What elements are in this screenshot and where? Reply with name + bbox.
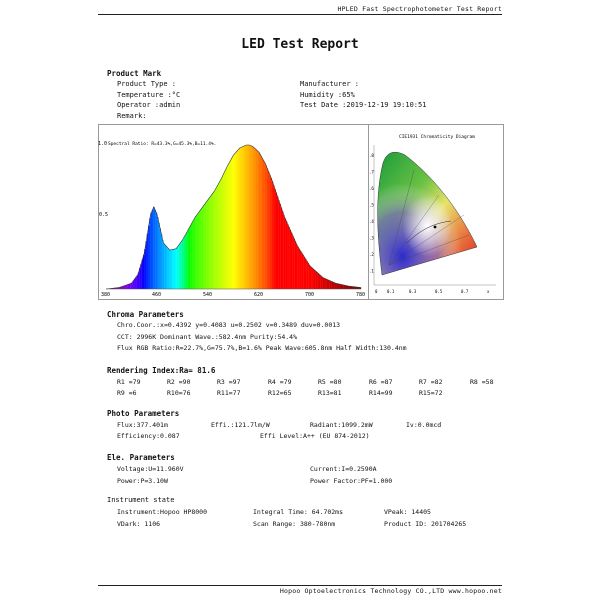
- spectrum-bar: [347, 286, 348, 289]
- spectrum-bar: [328, 280, 329, 289]
- report-title: LED Test Report: [241, 37, 359, 52]
- spectrum-bar: [272, 181, 273, 289]
- spectrum-bar: [242, 146, 243, 289]
- spectrum-bar: [285, 218, 286, 289]
- spectrum-bar: [133, 281, 134, 289]
- spectrum-bar: [281, 208, 282, 289]
- spectrum-bar: [129, 284, 130, 289]
- cie-x-tick-label: 0.1: [387, 289, 395, 294]
- spectrum-bar: [213, 192, 214, 289]
- spectrum-bar: [190, 225, 191, 289]
- photo-heading: Photo Parameters: [107, 409, 180, 418]
- spectrum-bar: [236, 151, 237, 289]
- instrument-product-id: Product ID: 201704265: [384, 520, 467, 528]
- spectrum-bar: [219, 181, 220, 289]
- spectrum-bar: [225, 170, 226, 289]
- spectrum-bar: [241, 147, 242, 289]
- cie-x-tick-label: 0.3: [409, 289, 417, 294]
- spectrum-bar: [268, 172, 269, 289]
- photo-effi: Effi.:121.7lm/W: [211, 421, 270, 429]
- spectrum-bar: [200, 209, 201, 289]
- cie-y-tick-label: .5: [369, 202, 374, 208]
- spectrum-bar: [258, 152, 259, 289]
- instrument-heading: Instrument state: [107, 496, 175, 504]
- footer-text: Hopoo Optoelectronics Technology CO.,LTD www.hopoo.net: [279, 587, 502, 595]
- spectrum-bar: [151, 213, 152, 289]
- spectrum-bar: [222, 176, 223, 289]
- photo-iv: Iv:0.0mcd: [406, 421, 442, 429]
- spectrum-bar: [237, 150, 238, 289]
- rendering-index-value: R14=99: [369, 389, 393, 397]
- spectrum-bar: [218, 183, 219, 289]
- rendering-index-value: R3 =97: [217, 378, 241, 386]
- spectrum-bar: [287, 224, 288, 289]
- chroma-line-1: Chro.Coor.:x=0.4392 y=0.4083 u=0.2502 v=0.3489 duv=0.0013: [117, 321, 341, 329]
- spectrum-bar: [310, 267, 311, 289]
- spectrum-bar: [153, 207, 154, 289]
- spectrum-bar: [138, 272, 139, 289]
- spectrum-bar: [181, 241, 182, 289]
- spectrum-bar: [157, 217, 158, 289]
- spectrum-bar: [351, 286, 352, 289]
- spectrum-bar: [130, 283, 131, 289]
- spectrum-bar: [346, 286, 347, 289]
- measured-point-marker: [434, 226, 437, 229]
- spectrum-bar: [168, 249, 169, 289]
- spectrum-bar: [126, 285, 127, 289]
- spectrum-y-tick-05: 0.5: [99, 212, 109, 218]
- cie-y-tick-label: .7: [369, 169, 374, 175]
- spectrum-bar: [293, 239, 294, 289]
- spectrum-bar: [160, 229, 161, 289]
- electric-power-factor: Power Factor:PF=1.000: [310, 477, 393, 485]
- spectrum-bar: [226, 168, 227, 289]
- spectrum-bar: [307, 263, 308, 289]
- remark: Remark:: [117, 112, 147, 120]
- spectrum-bar: [267, 168, 268, 289]
- spectrum-bar: [154, 210, 155, 289]
- spectrum-bar: [207, 201, 208, 289]
- spectrum-bar: [184, 237, 185, 289]
- spectrum-bar: [217, 185, 218, 289]
- spectrum-bar: [324, 278, 325, 289]
- spectrum-bar: [320, 276, 321, 289]
- spectrum-bar: [175, 249, 176, 289]
- spectrum-bar: [124, 286, 125, 289]
- spectrum-bar: [246, 145, 247, 289]
- spectrum-bars: [106, 145, 361, 289]
- spectrum-bar: [161, 234, 162, 289]
- spectrum-bar: [232, 156, 233, 289]
- spectrum-bar: [147, 234, 148, 289]
- spectrum-bar: [245, 145, 246, 289]
- cie-y-tick-label: .3: [369, 235, 374, 241]
- spectral-ratio-label: Spectral Ratio: R=43.3%,G=45.3%,B=11.4%.: [108, 142, 217, 147]
- spectrum-bar: [300, 251, 301, 289]
- spectrum-bar: [148, 226, 149, 289]
- spectrum-bar: [144, 249, 145, 289]
- rendering-index-value: R1 =79: [117, 378, 141, 386]
- spectrum-x-ticks: [101, 292, 365, 298]
- spectrum-bar: [259, 153, 260, 289]
- spectrum-bar: [251, 146, 252, 289]
- rendering-index-value: R9 =6: [117, 389, 137, 397]
- spectrum-bar: [302, 255, 303, 289]
- spectrum-bar: [134, 279, 135, 289]
- spectrum-bar: [212, 194, 213, 289]
- spectrum-bar: [313, 269, 314, 289]
- spectrum-bar: [315, 271, 316, 289]
- operator: Operator :admin: [117, 101, 181, 109]
- spectrum-bar: [327, 279, 328, 289]
- spectrum-bar: [191, 223, 192, 289]
- humidity: Humidity :65%: [300, 91, 355, 99]
- spectrum-bar: [140, 264, 141, 289]
- rendering-index-value: R15=72: [419, 389, 443, 397]
- cie-y-ticks: [369, 153, 374, 274]
- spectrum-bar: [318, 273, 319, 289]
- product-mark-heading: Product Mark: [107, 69, 162, 78]
- spectrum-bar: [162, 240, 163, 289]
- spectrum-bar: [305, 259, 306, 289]
- spectrum-bar: [135, 277, 136, 289]
- spectrum-bar: [278, 200, 279, 289]
- cie-x-tick-label: 0.5: [435, 289, 443, 294]
- spectrum-bar: [336, 283, 337, 289]
- spectrum-bar: [176, 248, 177, 289]
- spectrum-bar: [183, 239, 184, 289]
- spectrum-bar: [199, 211, 200, 289]
- spectrum-bar: [254, 148, 255, 289]
- spectrum-bar: [142, 259, 143, 289]
- spectrum-bar: [283, 215, 284, 289]
- spectrum-x-tick-label: 540: [203, 292, 213, 298]
- cie-x-tick-label: 0.7: [461, 289, 469, 294]
- rendering-index-value: R7 =82: [419, 378, 443, 386]
- spectrum-bar: [156, 213, 157, 289]
- spectrum-bar: [274, 189, 275, 289]
- spectrum-bar: [203, 206, 204, 289]
- chroma-line-3: Flux RGB Ratio:R=22.7%,G=75.7%,B=1.6% Peak Wave:605.8nm Half Width:130.4nm: [117, 344, 407, 352]
- cie-y-tick-label: .8: [369, 153, 374, 158]
- spectrum-bar: [228, 163, 229, 289]
- spectrum-bar: [309, 265, 310, 289]
- spectrum-bar: [165, 245, 166, 289]
- spectrum-bar: [316, 272, 317, 289]
- spectrum-bar: [186, 232, 187, 289]
- spectrum-bar: [146, 241, 147, 289]
- cie-y-tick-label: .2: [369, 252, 374, 257]
- footer-divider: [98, 585, 502, 586]
- spectrum-bar: [179, 244, 180, 289]
- spectrum-bar: [170, 250, 171, 289]
- spectrum-bar: [290, 230, 291, 289]
- spectrum-bar: [240, 148, 241, 289]
- cie-y-tick-label: .6: [369, 186, 374, 191]
- spectrum-bar: [277, 196, 278, 289]
- electric-heading: Ele. Parameters: [107, 453, 175, 462]
- spectrum-bar: [256, 150, 257, 289]
- spectrum-bar: [333, 282, 334, 289]
- spectrum-bar: [239, 149, 240, 289]
- rendering-index-value: R8 =58: [470, 378, 494, 386]
- cie-x-tick-label: 0: [375, 289, 378, 294]
- spectrum-bar: [350, 286, 351, 289]
- spectrum-bar: [330, 281, 331, 289]
- spectrum-bar: [341, 285, 342, 289]
- spectrum-bar: [231, 159, 232, 289]
- spectrum-bar: [205, 202, 206, 289]
- spectrum-bar: [276, 193, 277, 289]
- spectrum-bar: [167, 248, 168, 289]
- photo-efficiency: Efficiency:0.087: [117, 432, 180, 440]
- spectrum-bar: [264, 163, 265, 289]
- spectrum-bar: [253, 147, 254, 289]
- rendering-index-value: R2 =90: [167, 378, 191, 386]
- spectrum-y-tick-1: 1.0: [98, 141, 108, 147]
- spectrum-bar: [329, 281, 330, 289]
- temperature: Temperature :°C: [117, 91, 181, 99]
- spectrum-bar: [343, 285, 344, 289]
- rendering-index-value: R6 =87: [369, 378, 393, 386]
- spectrum-bar: [139, 268, 140, 289]
- spectrum-bar: [262, 158, 263, 289]
- spectrum-x-tick-label: 700: [305, 292, 315, 298]
- spectrum-bar: [299, 249, 300, 289]
- spectrum-bar: [263, 160, 264, 289]
- spectrum-bar: [158, 223, 159, 289]
- spectrum-bar: [338, 284, 339, 289]
- spectrum-bar: [282, 211, 283, 289]
- rendering-index-value: R13=81: [318, 389, 342, 397]
- spectrum-bar: [195, 216, 196, 289]
- rendering-index-value: R4 =79: [268, 378, 292, 386]
- spectrum-bar: [143, 255, 144, 289]
- instrument-vpeak: VPeak: 14405: [384, 508, 431, 516]
- spectrum-bar: [249, 145, 250, 289]
- photo-flux: Flux:377.401m: [117, 421, 168, 429]
- spectrum-bar: [323, 278, 324, 289]
- rendering-index-value: R10=76: [167, 389, 191, 397]
- spectrum-bar: [342, 285, 343, 289]
- spectrum-bar: [279, 204, 280, 289]
- spectrum-bar: [325, 279, 326, 289]
- spectrum-bar: [230, 161, 231, 289]
- spectrum-bar: [227, 165, 228, 289]
- spectrum-bar: [314, 270, 315, 289]
- spectrum-bar: [211, 195, 212, 289]
- electric-power: Power:P=3.10W: [117, 477, 168, 485]
- spectrum-bar: [235, 153, 236, 289]
- spectrum-bar: [137, 275, 138, 289]
- spectrum-bar: [332, 282, 333, 289]
- spectrum-bar: [291, 233, 292, 289]
- spectrum-bar: [319, 275, 320, 289]
- chroma-line-2: CCT: 2996K Dominant Wave.:582.4nm Purity:54.4%: [117, 333, 298, 341]
- product-type: Product Type :: [117, 80, 177, 88]
- spectrum-bar: [221, 178, 222, 289]
- spectrum-bar: [321, 277, 322, 289]
- spectrum-x-tick-label: 380: [101, 292, 111, 298]
- spectrum-bar: [344, 285, 345, 289]
- instrument-vdark: VDark: 1106: [117, 520, 161, 528]
- spectrum-bar: [348, 286, 349, 289]
- spectrum-bar: [197, 214, 198, 289]
- spectrum-bar: [198, 213, 199, 289]
- cie-x-ticks: [375, 289, 490, 294]
- spectrum-bar: [188, 230, 189, 289]
- spectrum-bar: [193, 220, 194, 289]
- spectrum-bar: [286, 221, 287, 289]
- spectrum-bar: [223, 173, 224, 289]
- spectrum-bar: [208, 199, 209, 289]
- spectrum-x-tick-label: 780: [356, 292, 366, 298]
- spectrum-bar: [296, 244, 297, 289]
- spectrum-bar: [337, 284, 338, 289]
- test-date: Test Date :2019-12-19 19:10:51: [300, 101, 427, 109]
- rendering-index-value: R12=65: [268, 389, 292, 397]
- spectrum-bar: [166, 247, 167, 289]
- chroma-heading: Chroma Parameters: [107, 310, 184, 319]
- rendering-index-value: R11=77: [217, 389, 241, 397]
- spectrum-bar: [234, 154, 235, 289]
- instrument-integral-time: Integral Time: 64.702ms: [253, 508, 344, 516]
- electric-voltage: Voltage:U=11.960V: [117, 465, 184, 473]
- spectrum-bar: [260, 156, 261, 289]
- spectrum-bar: [202, 207, 203, 289]
- electric-current: Current:I=0.2590A: [310, 465, 377, 473]
- spectrum-bar: [269, 175, 270, 289]
- spectrum-bar: [255, 149, 256, 289]
- spectrum-bar: [177, 246, 178, 289]
- spectrum-bar: [304, 257, 305, 289]
- spectrum-bar: [244, 146, 245, 289]
- spectrum-x-tick-label: 460: [152, 292, 162, 298]
- spectrum-x-tick-label: 620: [254, 292, 264, 298]
- spectrum-bar: [334, 283, 335, 289]
- cie-y-tick-label: .4: [369, 219, 374, 224]
- spectrum-bar: [295, 241, 296, 289]
- spectrum-bar: [292, 236, 293, 289]
- spectrum-chart: [99, 125, 367, 298]
- spectrum-bar: [171, 250, 172, 289]
- spectrum-bar: [189, 227, 190, 289]
- spectrum-bar: [149, 218, 150, 289]
- cie-x-tick-label: x: [487, 289, 490, 294]
- spectrum-bar: [209, 197, 210, 289]
- spectrum-bar: [339, 284, 340, 289]
- spectrum-bar: [185, 234, 186, 289]
- spectrum-bar: [273, 185, 274, 289]
- report-header-title: HPLED Fast Spectrophotometer Test Report: [337, 5, 502, 13]
- header-divider: [98, 14, 502, 15]
- spectrum-bar: [180, 243, 181, 289]
- instrument-name: Instrument:Hopoo HP8000: [117, 508, 208, 516]
- manufacturer: Manufacturer :: [300, 80, 360, 88]
- spectrum-bar: [194, 218, 195, 289]
- rendering-index-value: R5 =80: [318, 378, 342, 386]
- spectrum-bar: [204, 204, 205, 289]
- spectrum-bar: [250, 146, 251, 289]
- spectrum-bar: [128, 284, 129, 289]
- spectrum-bar: [174, 249, 175, 289]
- spectrum-bar: [216, 188, 217, 289]
- rendering-heading: Rendering Index:Ra= 81.6: [107, 366, 216, 375]
- cie-chart: [369, 125, 501, 298]
- spectrum-bar: [306, 261, 307, 289]
- spectrum-bar: [163, 244, 164, 289]
- spectrum-bar: [311, 268, 312, 289]
- spectrum-bar: [125, 285, 126, 289]
- instrument-scan-range: Scan Range: 380-780nm: [253, 520, 336, 528]
- spectrum-bar: [297, 247, 298, 289]
- spectrum-bar: [248, 145, 249, 289]
- photo-effi-level: Effi Level:A++ (EU 874-2012): [260, 432, 370, 440]
- spectrum-bar: [152, 210, 153, 289]
- spectrum-bar: [265, 165, 266, 289]
- spectrum-bar: [214, 190, 215, 289]
- cie-y-tick-label: .1: [369, 268, 374, 274]
- spectrum-bar: [301, 253, 302, 289]
- spectrum-bar: [270, 178, 271, 289]
- photo-radiant: Radiant:1099.2mW: [310, 421, 373, 429]
- cie-title: CIE1931 Chromaticity Diagram: [399, 135, 475, 140]
- spectrum-bar: [172, 249, 173, 289]
- spectrum-bar: [288, 227, 289, 289]
